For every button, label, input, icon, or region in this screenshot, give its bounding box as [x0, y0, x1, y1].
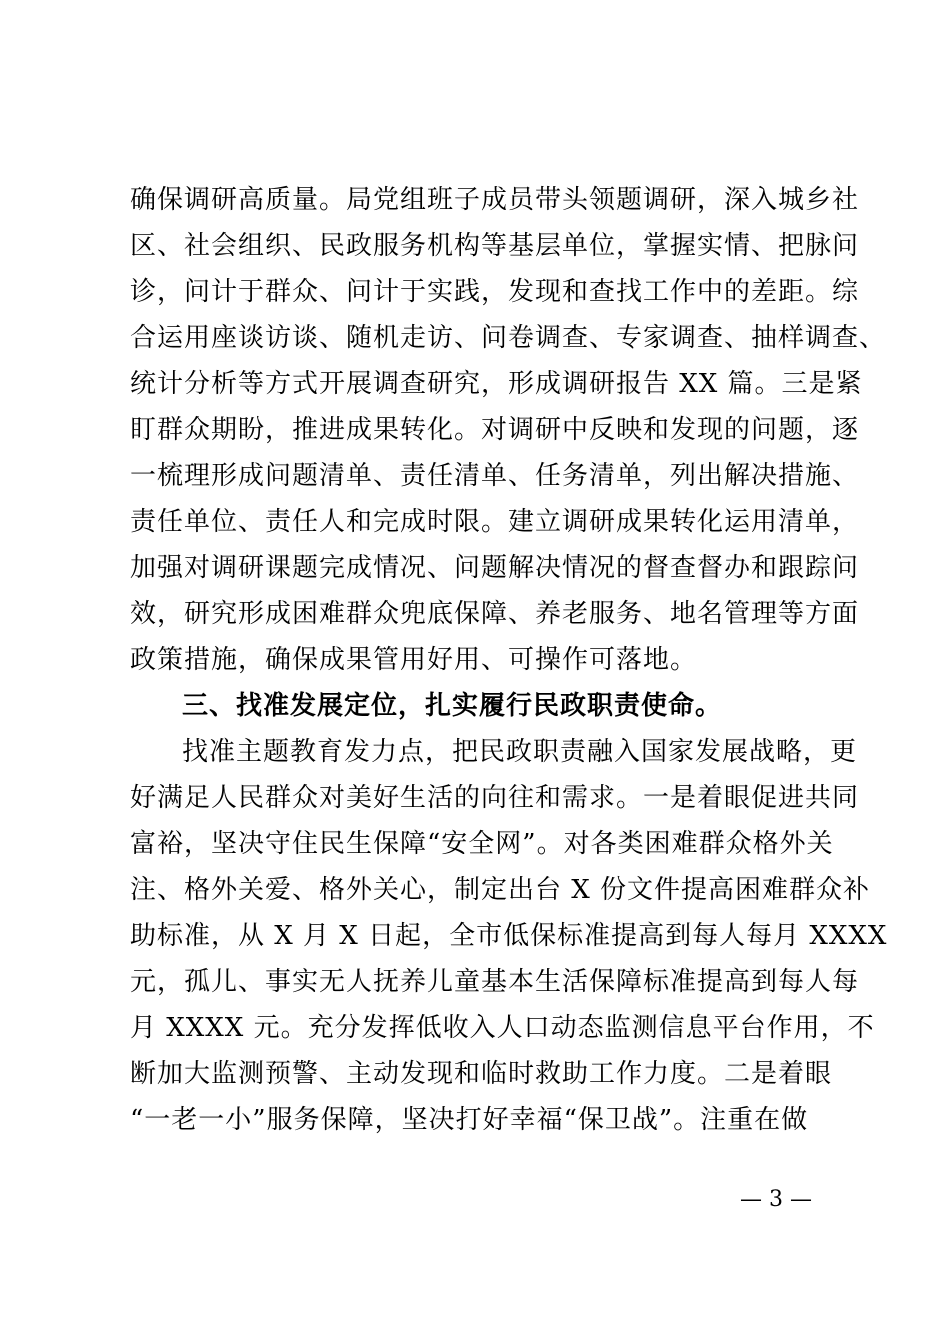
body-text-line: 元，孤儿、事实无人抚养儿童基本生活保障标准提高到每人每	[130, 967, 860, 997]
body-text-line: 诊，问计于群众、问计于实践，发现和查找工作中的差距。综	[130, 277, 860, 307]
body-text-line: 月 XXXX 元。充分发挥低收入人口动态监测信息平台作用，不	[130, 1013, 875, 1043]
body-text-line: “一老一小”服务保障，坚决打好幸福“保卫战”。注重在做	[130, 1105, 809, 1135]
body-text-line: 一梳理形成问题清单、责任清单、任务清单，列出解决措施、	[130, 461, 860, 491]
body-text-line: 效，研究形成困难群众兜底保障、养老服务、地名管理等方面	[130, 599, 860, 629]
body-text-line: 好满足人民群众对美好生活的向往和需求。一是着眼促进共同	[130, 783, 860, 813]
section-heading: 三、找准发展定位，扎实履行民政职责使命。	[182, 691, 723, 721]
body-text-line: 助标准，从 X 月 X 日起，全市低保标准提高到每人每月 XXXX	[130, 921, 888, 951]
body-text-line: 合运用座谈访谈、随机走访、问卷调查、专家调查、抽样调查、	[130, 323, 887, 353]
body-text-line: 断加大监测预警、主动发现和临时救助工作力度。二是着眼	[130, 1059, 833, 1089]
body-text-line: 区、社会组织、民政服务机构等基层单位，掌握实情、把脉问	[130, 231, 860, 261]
body-text-line: 责任单位、责任人和完成时限。建立调研成果转化运用清单，	[130, 507, 860, 537]
body-text-line: 确保调研高质量。局党组班子成员带头领题调研，深入城乡社	[130, 185, 860, 215]
body-text-line: 富裕，坚决守住民生保障“安全网”。对各类困难群众格外关	[130, 829, 834, 859]
body-text-line: 找准主题教育发力点，把民政职责融入国家发展战略，更	[182, 737, 858, 767]
body-text-line: 盯群众期盼，推进成果转化。对调研中反映和发现的问题，逐	[130, 415, 860, 445]
body-text-line: 加强对调研课题完成情况、问题解决情况的督查督办和跟踪问	[130, 553, 860, 583]
body-text-line: 注、格外关爱、格外关心，制定出台 X 份文件提高困难群众补	[130, 875, 871, 905]
body-text-line: 政策措施，确保成果管用好用、可操作可落地。	[130, 645, 698, 675]
page-number: — 3 —	[740, 1187, 812, 1212]
body-text-line: 统计分析等方式开展调查研究，形成调研报告 XX 篇。三是紧	[130, 369, 863, 399]
